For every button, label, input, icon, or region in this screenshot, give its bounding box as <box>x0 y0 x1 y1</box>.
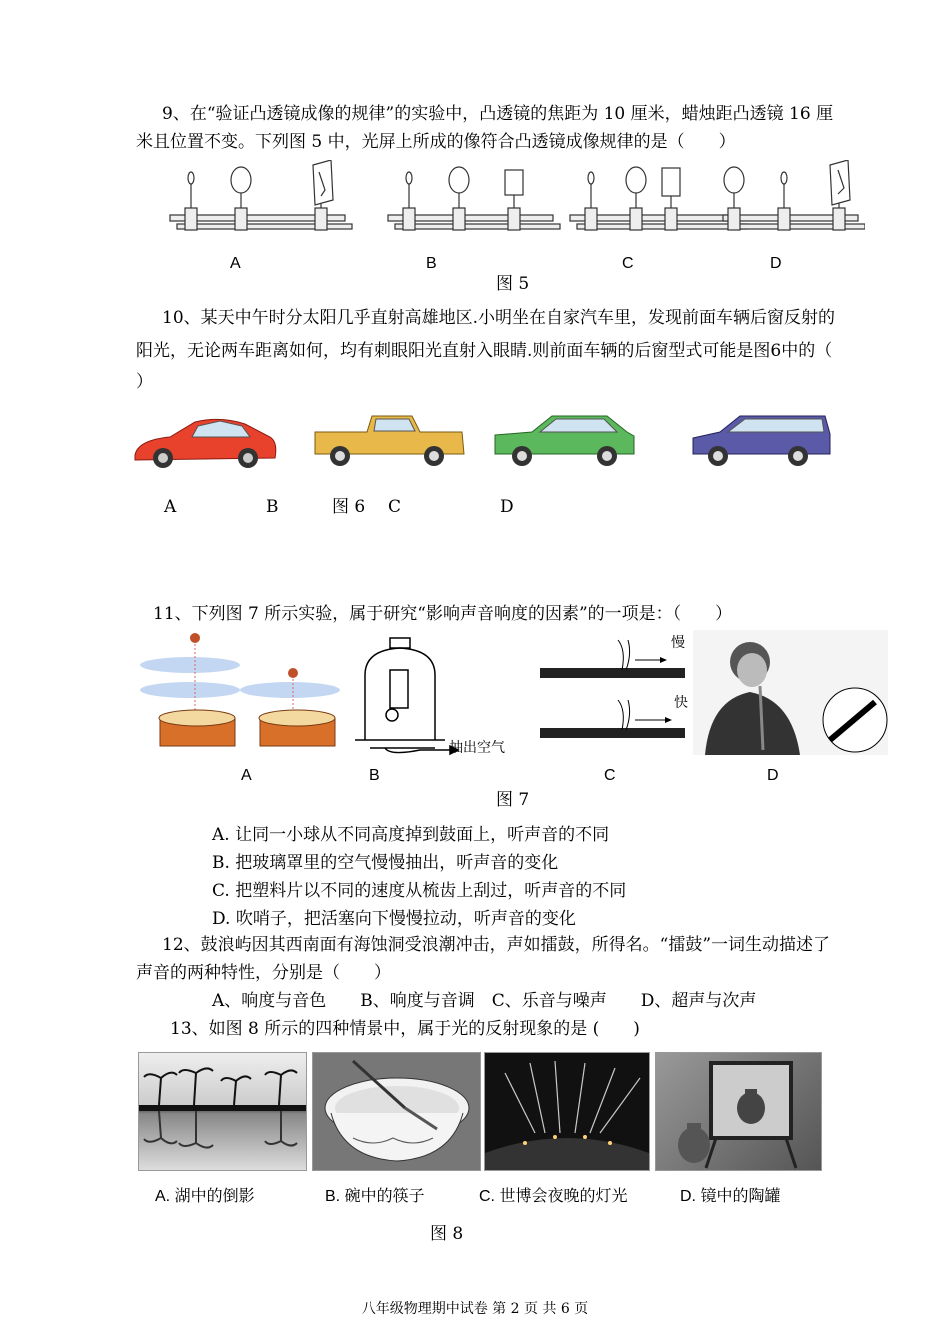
figure-7-experiments <box>140 630 895 765</box>
q9-line1: 9、在“验证凸透镜成像的规律”的实验中，凸透镜的焦距为 10 厘米，蜡烛距凸透镜 16 厘 <box>162 104 834 124</box>
fig5-label-c: C <box>622 255 634 272</box>
fig5-label-b: B <box>426 255 437 272</box>
q13-line1: 13、如图 8 所示的四种情景中，属于光的反射现象的是 ( ) <box>170 1019 640 1039</box>
q12-line2: 声音的两种特性，分别是（ ） <box>136 963 391 983</box>
q12-line1: 12、鼓浪屿因其西南面有海蚀洞受浪潮冲击，声如擂鼓，所得名。“擂鼓”一词生动描述了 <box>162 935 831 955</box>
exp-a-drums <box>140 633 340 746</box>
car-a <box>135 419 276 468</box>
fig6-label-d: D <box>500 497 514 517</box>
q11-line1: 11、下列图 7 所示实验，属于研究“影响声音响度的因素”的一项是：（ ） <box>153 604 733 624</box>
fig5-label-d: D <box>770 255 782 272</box>
q10-line1: 10、某天中午时分太阳几乎直射高雄地区.小明坐在自家汽车里，发现前面车辆后窗反射的 <box>162 308 836 328</box>
fig6-label-b: B <box>266 497 279 517</box>
bench-c <box>570 167 747 230</box>
car-d <box>693 416 830 466</box>
figure-6-cars <box>130 410 840 480</box>
fig8-label-a: A. 湖中的倒影 <box>155 1188 255 1205</box>
exp-c-combs <box>540 640 685 738</box>
fig7-caption: 图 7 <box>496 790 530 810</box>
q11-option-d: D. 吹哨子，把活塞向下慢慢拉动，听声音的变化 <box>212 909 576 929</box>
fig5-label-a: A <box>230 255 241 272</box>
q10-line3: ） <box>136 372 153 392</box>
car-b <box>315 416 464 466</box>
photo-mirror-pot <box>655 1052 822 1171</box>
fig6-label-c: C <box>388 497 402 517</box>
fig8-label-c: C. 世博会夜晚的灯光 <box>479 1188 628 1205</box>
q11-option-c: C. 把塑料片以不同的速度从梳齿上刮过，听声音的不同 <box>212 881 627 901</box>
photo-expo-night-lights <box>484 1052 650 1171</box>
bench-a <box>170 160 352 230</box>
exp-d-whistle <box>693 630 888 755</box>
figure-5-optical-benches <box>165 160 865 250</box>
fig8-caption: 图 8 <box>430 1224 464 1244</box>
bench-b <box>388 167 560 230</box>
fig6-caption: 图 6 <box>332 497 366 517</box>
fig7-fast-label: 快 <box>674 694 688 710</box>
page-footer: 八年级物理期中试卷 第 2 页 共 6 页 <box>361 1301 589 1317</box>
fig7-label-b: B <box>369 767 380 784</box>
q9-line2: 米且位置不变。下列图 5 中，光屏上所成的像符合凸透镜成像规律的是（ ） <box>136 132 736 152</box>
exp-b-bell-jar <box>355 638 458 754</box>
q11-option-a: A. 让同一小球从不同高度掉到鼓面上，听声音的不同 <box>212 825 610 845</box>
fig7-label-d: D <box>767 767 779 784</box>
fig7-slow-label: 慢 <box>671 634 685 650</box>
q12-options: A、响度与音色 B、响度与音调 C、乐音与噪声 D、超声与次声 <box>212 991 757 1011</box>
fig8-label-d: D. 镜中的陶罐 <box>680 1188 781 1205</box>
photo-lake-reflection <box>138 1052 307 1171</box>
fig7-label-a: A <box>241 767 252 784</box>
fig7-pump-label: 抽出空气 <box>449 739 505 755</box>
bench-d <box>723 160 865 230</box>
q10-line2: 阳光，无论两车距离如何，均有刺眼阳光直射入眼睛.则前面车辆的后窗型式可能是图6中的（ <box>136 341 833 361</box>
fig5-caption: 图 5 <box>496 274 530 294</box>
fig8-label-b: B. 碗中的筷子 <box>325 1188 425 1205</box>
q11-option-b: B. 把玻璃罩里的空气慢慢抽出，听声音的变化 <box>212 853 559 873</box>
car-c <box>495 416 634 466</box>
fig7-label-c: C <box>604 767 616 784</box>
photo-chopstick-bowl <box>312 1052 481 1171</box>
fig6-label-a: A <box>164 497 177 517</box>
